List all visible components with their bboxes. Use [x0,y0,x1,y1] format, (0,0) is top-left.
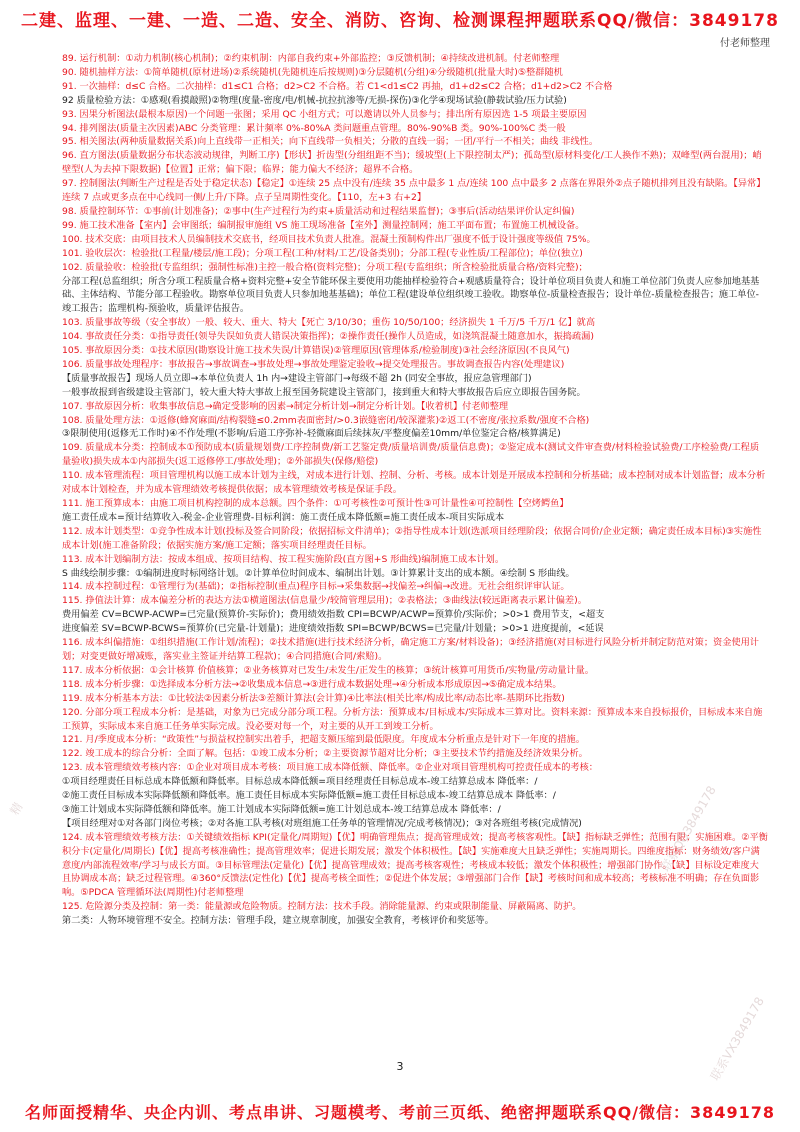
text-line: 102. 质量验收：检验批(专监组织；强制性标准)主控一般合格(资料完整)；分项工程(专监组织；所含检验批质量合格/资料完整)； [62,261,588,273]
text-line: 105. 事故原因分类：①技术原因(勘察设计施工技术失误/计算错误)②管理原因(管理体系/检验制度)③社会经济原因(不良风气) [62,345,570,357]
text-line: 97. 控制图法(判断生产过程是否处于稳定状态)【稳定】①连续 25 点中没有/连续 35 点中最多 1 点/连续 100 点中最多 2 点落在界限外②点子随机排列且没有缺陷。【异常】连续 7 点或更多点在中心线同一侧/上升/下降。点子呈周期性变化。【110，左+3 右+2】 [62,178,766,204]
text-line: 98. 质量控制环节：①事前(计划准备)；②事中(生产过程行为约束+质量活动和过程结果监督)；③事后(活动结果评价认定纠偏) [62,205,575,217]
text-line: 109. 质量成本分类：控制成本①预防成本(质量规划费/工序控制费/新工艺鉴定费/质量培训费/质量信息费)；②鉴定成本(测试文件审查费/材料检验试验费/工序检验费/工程质量验收)损失成本①内部损失(返工返修停工/事故处理)；②外部损失(保修/赔偿) [62,442,760,468]
text-line: 106. 质量事故处理程序：事故报告→事故调查→事故处理→事故处理鉴定验收→提交处理报告。事故调查报告内容(处理建议) [62,358,565,370]
text-line: 110. 成本管理流程：项目管理机构以施工成本计划为主线，对成本进行计划、控制、分析、考核。成本计划是开展成本控制和分析基础；成本控制对成本计划监督；成本分析对成本计划检查，并为成本管理绩效考核提供依据；成本管理绩效考核是保证手段。 [62,470,766,496]
text-line: 124. 成本管理绩效考核方法：①关键绩效指标 KPI(定量化/周期短)【优】明确管理焦点；提高管理成效；提高考核客观性。【缺】指标缺乏弹性；范围有限；实施困难。②平衡积分卡(定量化/周期长)【优】提高考核准确性；提高管理效率；促进长期发展；激发个体积极性。【缺】实施难度大且缺乏弹性；实施周期长。四维度指标：财务绩效/客户满意度/内部流程效率/学习与成长方面。③目标管理法(定量化)【优】提高管理成效；提高考核客观性；考核成本较低；激发个体积极性；增强部门协作。【缺】目标设定难度大且协调成本高；缺乏过程管理。④360°反馈法(定性化)【优】提高考核全面性；②促进个体发展；③增强部门合作【缺】考核时间和成本较高；考核标准不明确；存在负面影响。⑤PDCA 管理循环法(周期性)付老师整理 [62,831,768,899]
text-line: 117. 成本分析依据：①会计核算 价值核算；②业务核算对已发生/未发生/正发生的核算；③统计核算可用货币/实物量/劳动量计量。 [62,664,594,676]
watermark: 精 [7,800,26,818]
text-line: 122. 竣工成本的综合分析：全面了解。包括：①竣工成本分析；②主要资源节超对比分析；③主要技术节约措施及经济效果分析。 [62,748,588,760]
text-line: 120. 分部分项工程成本分析：是基础，对象为已完成分部分项工程。分析方法：预算成本/目标成本/实际成本三算对比。资料来源：预算成本来自投标报价，目标成本来自施工预算，实际成本来自施工任务单实际完成。没必要对每一个，对主要的从开工到竣工分析。 [62,706,763,732]
text-line: ③施工计划成本实际降低额和降低率。施工计划成本实际降低额=施工计划总成本-竣工结算总成本 降低率：/ [62,803,501,815]
text-line: 一般事故报到省级建设主管部门，较大重大特大事故上报至国务院建设主管部门，接到重大和特大事故报告后应立即报告国务院。 [62,386,586,398]
text-line: 92 质量检验方法：①感观(看摸敲照)②物理(度量-密度/电/机械-抗拉抗渗等/无损-探伤)③化学④现场试验(静载试验/压力试验) [62,94,567,106]
text-line: 费用偏差 CV=BCWP-ACWP=已完量(预算价-实际价)；费用绩效指数 CPI=BCWP/ACWP=预算价/实际价；>0>1 费用节支，<超支 [62,609,605,621]
watermark: 联系VX3849178 [707,994,767,1083]
text-line: ③限制使用(返修无工作时)④不作处理(不影响/后道工序弥补-轻微麻面后续抹灰/平整度偏差10mm/单位鉴定合格/核算满足) [62,428,561,440]
text-line: 89. 运行机制：①动力机制(核心机制)；②约束机制：内部自我约束+外部监控；③反馈机制；④持续改进机制。付老师整理 [62,53,560,64]
text-line: 118. 成本分析步骤：①选择成本分析方法→②收集成本信息→③进行成本数据处理→④分析成本形成原因→⑤确定成本结果。 [62,678,562,690]
text-line: 99. 施工技术准备【室内】会审图纸；编制报审施组 VS 施工现场准备【室外】测量控制网；施工平面布置；布置施工机械设备。 [62,219,585,231]
text-line: 100. 技术交底：由项目技术人员编制技术交底书，经项目技术负责人批准。混凝土预制构件出厂强度不低于设计强度等级值 75%。 [62,233,596,245]
text-line: 101. 验收层次：检验批(工程量/楼层/施工段)；分项工程(工种/材料/工艺/设备类别)；分部工程(专业性质/工程部位)；单位(独立) [62,247,583,259]
page-number: 3 [396,1060,404,1073]
watermark: 联系QQ3849178 [658,783,719,874]
text-line: 分部工程(总监组织；所含分项工程质量合格+资料完整+安全节能环保主要使用功能抽样检验符合+观感质量符合；设计单位项目负责人和施工单位部门负责人应参加地基基础、主体结构、节能分部工程验收。勘察单位项目负责人只参加地基基础)；单位工程(建设单位组织竣工验收。勘察单位-质量检查报告；设计单位-质量检查报告；施工单位-竣工报告；监理机构-预验收，质量评估报告。 [62,275,760,315]
text-line: 125. 危险源分类及控制：第一类：能量源或危险物质。控制方法：技术手段。消除能量源、约束或限制能量、屏蔽隔离、防护。 [62,901,582,913]
text-line: 112. 成本计划类型：①竞争性成本计划(投标及签合同阶段；依据招标文件清单)；②指导性成本计划(选派项目经理阶段；依据合同价/企业定额；确定责任成本目标)③实施性成本计划(施工准备阶段；依据实施方案/施工定额；落实项目经理责任目标。 [62,525,762,551]
text-line: 91. 一次抽样：d≤C 合格。二次抽样：d1≤C1 合格；d2>C2 不合格。若 C1<d1≤C2 再抽，d1+d2≤C2 合格；d1+d2>C2 不合格 [62,80,613,92]
text-line: 第二类：人物环境管理不安全。控制方法：管理手段，建立规章制度，加强安全教育，考核评价和奖惩等。 [62,915,494,927]
text-line: ①项目经理责任目标总成本降低额和降低率。目标总成本降低额=项目经理责任目标总成本-竣工结算总成本 降低率：/ [62,776,538,788]
text-line: 103. 质量事故等级（安全事故）一般、较大、重大、特大【死亡 3/10/30；重伤 10/50/100；经济损失 1 千万/5 千万/1 亿】就高 [62,317,596,329]
bottom-banner: 名师面授精华、央企内训、考点串讲、习题模考、考前三页纸、绝密押题联系QQ/微信：3849178 [25,1103,775,1122]
text-line: 【质量事故报告】现场人员立即→本单位负责人 1h 内→建设主管部门→每级不超 2h (同安全事故，报应急管理部门) [62,372,532,384]
text-line: 【项目经理对①对各部门岗位考核；②对各施工队考核(对班组施工任务单的管理情况/完成考核情况)；③对各班组考核(完成情况) [62,817,582,829]
text-line: 108. 质量处理方法：①返修(蜂窝麻面/结构裂缝≤0.2mm表面密封/>0.3嵌缝密闭/较深灌浆)②返工(不密度/张拉系数/强度不合格) [62,414,590,426]
text-line: 90. 随机抽样方法：①简单随机(原材进场)②系统随机(先随机连后按规则)③分层随机(分组)④分级随机(批量大时)⑤整群随机 [62,66,563,78]
text-line: S 曲线绘制步骤：①编制进度时标网络计划。②计算单位时间成本、编制出计划。③计算累计支出的成本额。④绘制 S 形曲线。 [62,567,575,579]
text-line: 104. 事故责任分类：①指导责任(领导失误如负责人错误决策指挥)；②操作责任(操作人员造成，如浇筑混凝土随意加水，振捣疏漏) [62,331,594,343]
text-line: 96. 直方图法(质量数据分布状态波动规律，判断工序)【形状】折齿型(分组组距不当)；缓坡型(上下限控制太严)；孤岛型(原材料变化/工人换作不熟)；双峰型(两台混用)；峭壁型(人为去掉下限数据)【位置】正常；偏下限；临界；能力偏大不经济；超界不合格。 [62,150,762,176]
text-line: 107. 事故原因分析：收集事故信息→确定受影响的因素→制定分析计划→制定分析计划。【收着机】付老师整理 [62,400,509,412]
text-line: 121. 月/季度成本分析：“政策性”与损益权控制实出着手，把超支额压缩到最低限度。年度成本分析重点是针对下一年度的措施。 [62,734,585,746]
text-line: 115. 挣值法计算：成本偏差分析的表达方法①横道图法(信息量少/较简管理层用)；②表格法；③曲线法(较远距离表示累计偏差)。 [62,595,587,607]
top-banner: 二建、监理、一建、一造、二造、安全、消防、咨询、检测课程押题联系QQ/微信：3849178 [21,11,779,31]
text-line: 123. 成本管理绩效考核内容：①企业对项目成本考核：项目施工成本降低额、降低率。②企业对项目管理机构可控责任成本的考核： [62,762,598,774]
document-body [62,52,768,928]
text-line: ②施工责任目标成本实际降低额和降低率。施工责任目标成本实际降低额=施工责任目标总成本-竣工结算总成本 降低率：/ [62,790,556,802]
text-line: 进度偏差 SV=BCWP-BCWS=预算价(已完量-计划量)；进度绩效指数 SPI=BCWP/BCWS=已完量/计划量；>0>1 进度提前，<延误 [62,623,604,635]
text-line: 94. 排列图法(质量主次因素)ABC 分类管理：累计频率 0%-80%A 类问题重点管理。80%-90%B 类。90%-100%C 类一般 [62,122,566,134]
text-line: 119. 成本分析基本方法：①比较法②因素分析法③差额计算法(会计算)④比率法(相关比率/构成比率/动态比率-基期环比指数) [62,692,565,704]
text-line: 95. 相关图法(两种质量数据关系)向上直线带一正相关；向下直线带一负相关；分散的直线一弱；一团/平行一不相关；曲线 非线性。 [62,136,599,148]
text-line: 116. 成本纠偏措施：①组织措施(工作计划/流程)；②技术措施(进行技术经济分析，确定施工方案/材料设备)；③经济措施(对目标进行风险分析并制定防范对策；资金使用计划；对变更做好增减账，落实业主签证并结算工程款)；④合同措施(合同/索赔)。 [62,637,759,662]
text-line: 113. 成本计划编制方法：按成本组成、按项目结构、按工程实施阶段(直方图+S 形曲线)编制施工成本计划。 [62,553,505,565]
text-line: 93. 因果分析图法(最根本原因)一个问题一张图；采用 QC 小组方式；可以邀请以外人员参与；排出所有原因选 1-5 项最主要原因 [62,108,587,120]
text-line: 114. 成本控制过程：①管理行为(基础)；②指标控制(重点)程序目标→采集数据→找偏差→纠偏→改进。无社会组织评审认证。 [62,581,570,593]
text-line: 施工责任成本=预计结算收入-税金-企业管理费-目标利润：施工责任成本降低额=施工责任成本-项目实际成本 [62,511,505,523]
text-line: 111. 施工预算成本：由施工项目机构控制的成本总额。四个条件：①可考核性②可预计性③可计量性④可控制性【空烤鳄鱼】 [62,498,569,509]
author-note: 付老师整理 [720,38,770,49]
